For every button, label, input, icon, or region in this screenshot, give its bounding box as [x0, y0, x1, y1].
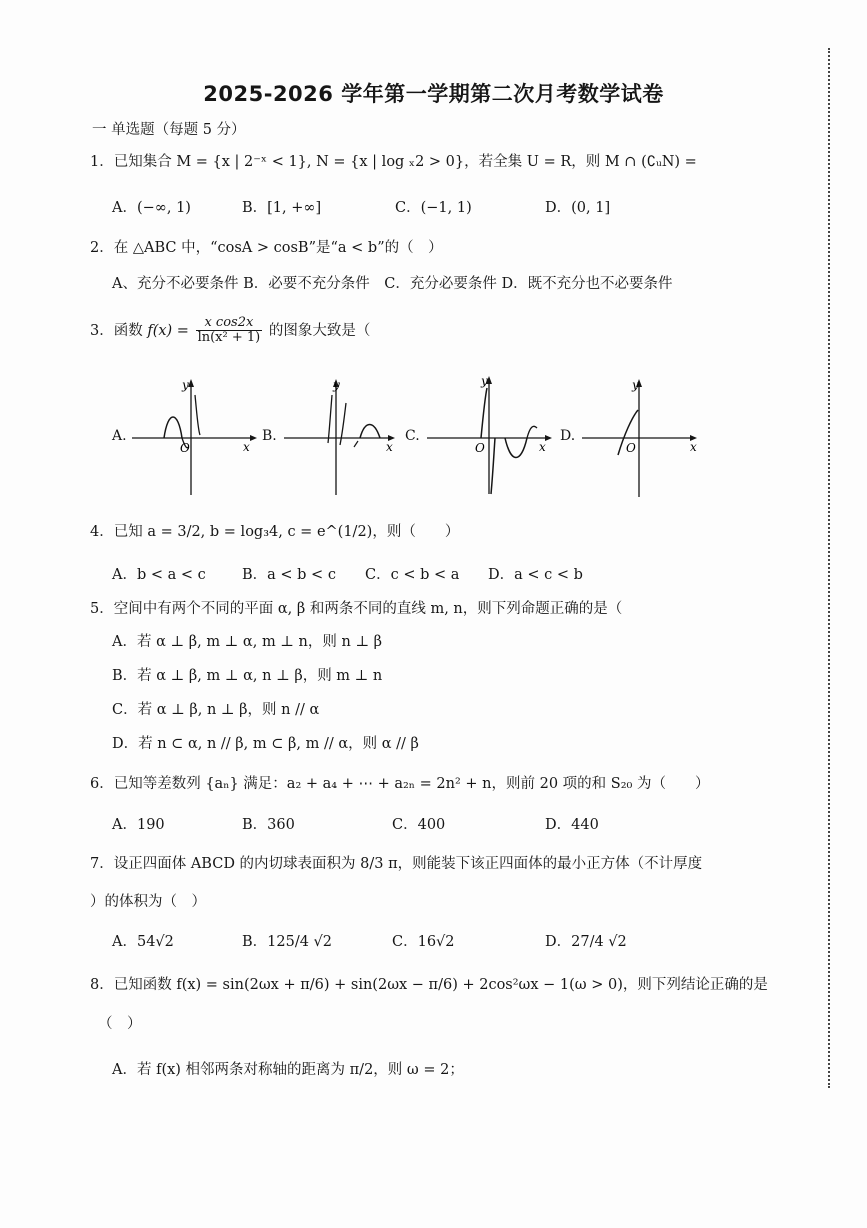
graph-b-x-label: x [386, 440, 393, 454]
q7-stem-line2: ）的体积为（ ） [90, 894, 206, 910]
q3-fraction [196, 316, 263, 346]
graph-c-curve-tail [527, 426, 537, 438]
q3-stem-suffix: 的图象大致是（ [268, 322, 371, 339]
graph-c [425, 372, 560, 500]
graph-b-label: B. [262, 428, 277, 444]
q7-option-a: A．54√2 [112, 934, 174, 950]
graph-c-curve-left [481, 388, 487, 438]
q4-option-b: B．a < b < c [242, 567, 336, 583]
q3-frac-num: x cos2x [196, 316, 263, 331]
q6-stem: 6．已知等差数列 {aₙ} 满足：a₂ + a₄ + ⋯ + a₂ₙ = 2n² + n，则前 20 项的和 S₂₀ 为（ ） [90, 776, 710, 792]
graph-c-curve-trough [505, 438, 527, 458]
q8-stem-line2: （ ） [98, 1016, 142, 1032]
graph-a-curve-right [195, 395, 200, 435]
q7-option-d: D．27/4 √2 [545, 934, 627, 950]
q5-option-c: C．若 α ⊥ β, n ⊥ β，则 n // α [112, 702, 320, 718]
q1-option-b: B．[1, +∞] [242, 200, 322, 216]
q7-option-b: B．125/4 √2 [242, 934, 333, 950]
graph-a-label: A. [112, 428, 127, 444]
graph-a [130, 375, 260, 500]
q3-stem-prefix: 3．函数 [90, 322, 143, 339]
graph-a-y-arrow [188, 379, 194, 387]
graph-a-x-arrow [250, 435, 257, 441]
graph-b-y-label: y [333, 378, 340, 392]
q5-option-d: D．若 n ⊂ α, n // β, m ⊂ β, m // α，则 α // β [112, 736, 419, 752]
q1-option-c: C．(−1, 1) [395, 200, 472, 216]
section-heading: 一 单选题（每题 5 分） [92, 122, 246, 138]
graph-d-y-label: y [632, 378, 639, 392]
graph-a-x-label: x [243, 440, 250, 454]
graph-c-label: C. [405, 428, 420, 444]
q2-stem: 2．在 △ABC 中，“cosA > cosB”是“a < b”的（ ） [90, 240, 443, 256]
q7-option-c: C．16√2 [392, 934, 455, 950]
graph-a-y-label: y [182, 378, 189, 392]
q2-options: A、充分不必要条件 B．必要不充分条件 C．充分必要条件 D．既不充分也不必要条件 [112, 276, 673, 292]
exam-title: 2025-2026 学年第一学期第二次月考数学试卷 [203, 82, 664, 106]
graph-c-curve-right [491, 438, 495, 494]
q4-option-c: C．c < b < a [365, 567, 460, 583]
scan-edge-line [828, 48, 832, 1088]
graph-d-x-label: x [690, 440, 697, 454]
q6-option-c: C．400 [392, 817, 446, 833]
q5-stem: 5．空间中有两个不同的平面 α, β 和两条不同的直线 m, n，则下列命题正确的是（ [90, 601, 623, 617]
q1-option-a: A．(−∞, 1) [112, 200, 191, 216]
graph-d-origin: O [626, 441, 636, 455]
q5-option-b: B．若 α ⊥ β, m ⊥ α, n ⊥ β，则 m ⊥ n [112, 668, 383, 684]
q1-option-d: D．(0, 1] [545, 200, 611, 216]
q4-option-d: D．a < c < b [488, 567, 583, 583]
graph-b-curve-left [328, 395, 332, 443]
graph-c-origin: O [475, 441, 485, 455]
q3-frac-den: ln(x² + 1) [197, 330, 261, 346]
q1-stem: 1．已知集合 M = {x | 2⁻ˣ < 1}, N = {x | log ₓ2 > 0}，若全集 U = R，则 M ∩ (∁ᵤN) = [90, 154, 697, 170]
graph-d [580, 375, 705, 500]
q3-func: f(x) = [147, 322, 189, 339]
q4-option-a: A．b < a < c [112, 567, 206, 583]
graph-d-label: D. [560, 428, 576, 444]
q6-option-d: D．440 [545, 817, 599, 833]
graph-b [282, 375, 402, 500]
q6-option-b: B．360 [242, 817, 295, 833]
q8-stem-line1: 8．已知函数 f(x) = sin(2ωx + π/6) + sin(2ωx − π/6) + 2cos²ωx − 1(ω > 0)，则下列结论正确的是 [90, 977, 768, 993]
graph-b-curve-hump [360, 425, 380, 439]
q8-option-a: A．若 f(x) 相邻两条对称轴的距离为 π/2，则 ω = 2； [112, 1062, 464, 1078]
q3-stem [90, 316, 370, 346]
q4-stem: 4．已知 a = 3/2, b = log₃4, c = e^(1/2)，则（ ） [90, 524, 460, 540]
graph-a-curve-hump [164, 417, 182, 438]
graph-b-curve-right [340, 403, 346, 445]
graph-c-x-arrow [545, 435, 552, 441]
graph-c-x-label: x [539, 440, 546, 454]
graph-b-curve-tick [354, 441, 358, 447]
graph-a-origin: O [180, 441, 190, 455]
q6-option-a: A．190 [112, 817, 165, 833]
q7-stem-line1: 7．设正四面体 ABCD 的内切球表面积为 8/3 π，则能装下该正四面体的最小正方体（不计厚度 [90, 856, 703, 872]
q5-option-a: A．若 α ⊥ β, m ⊥ α, m ⊥ n，则 n ⊥ β [112, 634, 383, 650]
graph-c-y-label: y [481, 374, 488, 388]
